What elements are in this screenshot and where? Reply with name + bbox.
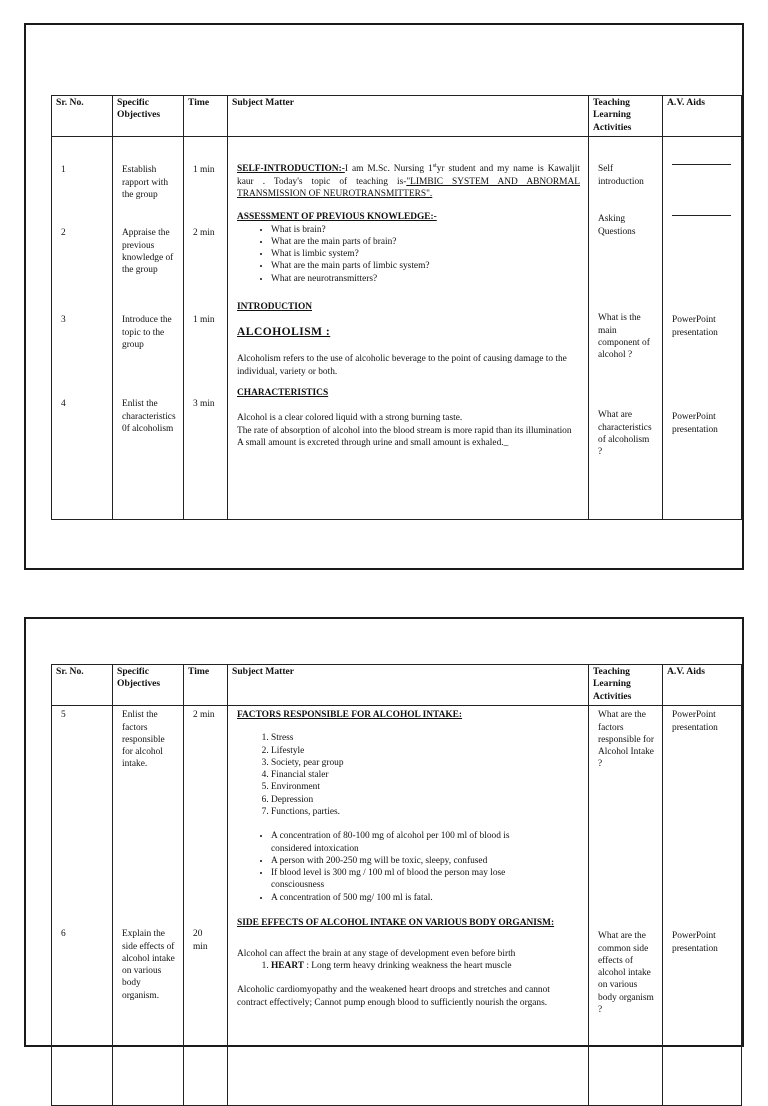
question-list: [237, 224, 580, 285]
objective-text: Introduce the topic to the group: [122, 315, 172, 350]
time-value: 2 min: [193, 228, 215, 239]
header-specific-objectives: Specific Objectives: [113, 96, 184, 137]
characteristic-line: The rate of absorption of alcohol into the blood stream is more rapid than its illumination: [237, 425, 572, 436]
sr-number: 6: [61, 929, 66, 940]
sr-number: 4: [61, 399, 66, 410]
list-item: 2. Lifestyle: [271, 745, 580, 757]
factors-list: [237, 732, 580, 818]
previous-knowledge-block: [237, 211, 580, 284]
sr-number: 2: [61, 228, 66, 239]
time-column: [184, 137, 228, 520]
list-item: • What are the main parts of brain?: [271, 236, 580, 248]
time-value: 20 min: [193, 929, 208, 952]
header-teaching-activities: Teaching Learning Activities: [589, 96, 663, 137]
sr-number: 3: [61, 315, 66, 326]
activities-column: [589, 706, 663, 1106]
list-item: 7. Functions, parties.: [271, 806, 580, 818]
list-item: • A concentration of 500 mg/ 100 ml is fatal.: [271, 892, 514, 904]
time-value: 1 min: [193, 165, 215, 176]
characteristic-line: Alcohol is a clear colored liquid with a strong burning taste.: [237, 413, 463, 424]
objective-text: Appraise the previous knowledge of the group: [122, 228, 174, 276]
aids-column: [663, 137, 742, 520]
previous-knowledge-heading: ASSESSMENT OF PREVIOUS KNOWLEDGE:-: [237, 212, 437, 223]
time-value: 2 min: [193, 710, 215, 721]
list-item: [271, 960, 580, 972]
activity-text: What are the common side effects of alcohol intake on various body organism ?: [598, 931, 654, 1015]
sr-number: 1: [61, 165, 66, 176]
list-item: 6. Depression: [271, 794, 580, 806]
objective-text: Explain the side effects of alcohol intake on various body organism.: [122, 929, 175, 1001]
header-sr-no: Sr. No.: [52, 665, 113, 706]
lesson-plan-table-1: [51, 95, 742, 520]
alcoholism-heading: ALCOHOLISM :: [237, 326, 331, 339]
side-effects-heading: SIDE EFFECTS OF ALCOHOL INTAKE ON VARIOUS BODY ORGANISM:: [237, 918, 555, 929]
objective-text: Enlist the characteristics 0f alcoholism: [122, 399, 176, 434]
header-av-aids: A.V. Aids: [663, 96, 742, 137]
list-item: • If blood level is 300 mg / 100 ml of blood the person may lose consciousness: [271, 867, 514, 891]
header-subject-matter: Subject Matter: [228, 96, 589, 137]
side-effects-intro: Alcohol can affect the brain at any stage of development even before birth: [237, 949, 516, 960]
header-time: Time: [184, 665, 228, 706]
aid-blank-line: [672, 215, 731, 216]
aid-blank-line: [672, 164, 731, 165]
aids-column: [663, 706, 742, 1106]
list-item: • What are the main parts of limbic system?: [271, 260, 580, 272]
heart-label: HEART: [271, 961, 305, 972]
list-item: 4. Financial staler: [271, 769, 580, 781]
list-item: • What is brain?: [271, 224, 580, 236]
characteristics-heading: CHARACTERISTICS: [237, 388, 329, 399]
objective-text: Establish rapport with the group: [122, 165, 169, 200]
list-item: 3. Society, pear group: [271, 757, 580, 769]
header-specific-objectives: Specific Objectives: [113, 665, 184, 706]
header-sr-no: Sr. No.: [52, 96, 113, 137]
lesson-plan-table-2: [51, 664, 742, 1106]
self-introduction-heading: SELF-INTRODUCTION:-: [237, 164, 345, 175]
intro-text: yr student and my name is Kawaljit kaur . Today's topic of teaching is-: [237, 164, 580, 187]
sr-number: 5: [61, 710, 66, 721]
sr-column: [52, 706, 113, 1106]
organ-list: [237, 960, 580, 972]
table-body-row: [52, 137, 742, 520]
lesson-plan-page-1: [24, 23, 744, 570]
time-value: 3 min: [193, 399, 215, 410]
characteristics-text: [237, 412, 580, 449]
heart-text: : Long term heavy drinking weakness the heart muscle: [304, 961, 512, 972]
list-item: • A person with 200-250 mg will be toxic, sleepy, confused: [271, 855, 514, 867]
activity-text: Asking Questions: [598, 214, 636, 237]
introduction-heading: INTRODUCTION: [237, 302, 313, 313]
list-item: • What is limbic system?: [271, 248, 580, 260]
subject-column: [228, 706, 589, 1106]
header-time: Time: [184, 96, 228, 137]
list-item: • What are neurotransmitters?: [271, 273, 580, 285]
header-subject-matter: Subject Matter: [228, 665, 589, 706]
table-body-row: [52, 706, 742, 1106]
activity-text: What is the main component of alcohol ?: [598, 313, 650, 361]
list-item: 1. Stress: [271, 732, 580, 744]
time-column: [184, 706, 228, 1106]
topic-title: "LIMBIC SYSTEM AND ABNORMAL TRANSMISSION OF NEUROTRANSMITTERS".: [237, 176, 580, 199]
sr-column: [52, 137, 113, 520]
objectives-column: [113, 137, 184, 520]
alcoholism-definition: Alcoholism refers to the use of alcoholic beverage to the point of causing damage to the individual, variety or both.: [237, 354, 567, 377]
factors-heading: FACTORS RESPONSIBLE FOR ALCOHOL INTAKE:: [237, 710, 463, 721]
subject-column: [228, 137, 589, 520]
self-introduction-block: [237, 163, 580, 200]
activity-text: What are the factors responsible for Alcohol Intake ?: [598, 710, 654, 770]
characteristic-line: A small amount is excreted through urine and small amount is exhaled._: [237, 437, 509, 448]
objective-text: Enlist the factors responsible for alcohol intake.: [122, 710, 165, 770]
intro-text: I am M.Sc. Nursing 1: [344, 164, 433, 175]
time-value: 1 min: [193, 315, 215, 326]
lesson-plan-page-2: [24, 617, 744, 1047]
activity-text: What are characteristics of alcoholism ?: [598, 410, 652, 458]
list-item: 5. Environment: [271, 781, 580, 793]
concentration-list: [237, 830, 514, 903]
header-av-aids: A.V. Aids: [663, 665, 742, 706]
aid-text: PowerPoint presentation: [672, 315, 718, 338]
objectives-column: [113, 706, 184, 1106]
list-item: • A concentration of 80-100 mg of alcohol per 100 ml of blood is considered intoxication: [271, 830, 514, 854]
aid-text: PowerPoint presentation: [672, 412, 718, 435]
aid-text: PowerPoint presentation: [672, 931, 718, 954]
activities-column: [589, 137, 663, 520]
header-teaching-activities: Teaching Learning Activities: [589, 665, 663, 706]
aid-text: PowerPoint presentation: [672, 710, 718, 733]
intro-superscript: st: [432, 163, 437, 170]
activity-text: Self introduction: [598, 164, 644, 187]
cardiomyopathy-text: Alcoholic cardiomyopathy and the weakened heart droops and stretches and cannot contract effectively; Cannot pump enough blood to sufficiently nourish the organs.: [237, 985, 550, 1008]
table-header-row: [52, 665, 742, 706]
table-header-row: [52, 96, 742, 137]
